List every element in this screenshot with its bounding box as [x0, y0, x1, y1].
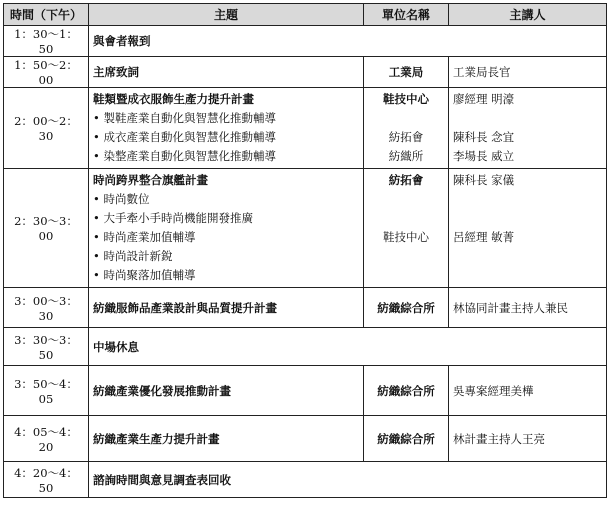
unit-name: 紡拓會	[388, 173, 424, 187]
bullet-item: • 時尚聚落加值輔導	[93, 266, 359, 285]
header-speaker: 主講人	[449, 4, 607, 26]
unit-cell: 紡織綜合所	[364, 288, 449, 328]
bullet-item: • 時尚設計新銳	[93, 247, 359, 266]
topic-cell: 紡織服飾品產業設計與品質提升計畫	[89, 288, 364, 328]
speaker-name: 陳科長 念宜	[453, 130, 515, 144]
time-cell: 2：00～2：30	[4, 88, 89, 169]
header-time: 時間（下午）	[4, 4, 89, 26]
bullet-item: • 成衣產業自動化與智慧化推動輔導	[93, 128, 359, 147]
unit-name: 鞋技中心	[383, 92, 429, 106]
time-cell: 3：00～3：30	[4, 288, 89, 328]
speaker-cell: 工業局長官	[449, 57, 607, 88]
time-cell: 2：30～3：00	[4, 169, 89, 288]
speaker-cell	[449, 88, 607, 169]
time-cell: 3：50～4：05	[4, 366, 89, 416]
agenda-row-registration	[4, 26, 607, 57]
speaker-cell: 林計畫主持人王亮	[449, 416, 607, 462]
topic-cell: 紡織產業優化發展推動計畫	[89, 366, 364, 416]
unit-name: 鞋技中心	[383, 230, 429, 244]
topic-cell: 主席致詞	[89, 57, 364, 88]
agenda-row-textile-optimization	[4, 366, 607, 416]
session-title: 鞋類暨成衣服飾生產力提升計畫	[93, 92, 254, 106]
time-cell: 4：20～4：50	[4, 462, 89, 498]
unit-cell: 紡織綜合所	[364, 416, 449, 462]
bullet-item: • 大手牽小手時尚機能開發推廣	[93, 209, 359, 228]
time-cell: 1：50～2：00	[4, 57, 89, 88]
agenda-row-textile-design	[4, 288, 607, 328]
agenda-row-footwear	[4, 88, 607, 169]
unit-name: 紡織所	[388, 149, 424, 163]
agenda-row-opening	[4, 57, 607, 88]
session-title: 時尚跨界整合旗艦計畫	[93, 173, 208, 187]
speaker-name: 李場長 威立	[453, 149, 515, 163]
agenda-row-consultation	[4, 462, 607, 498]
topic-cell: 紡織產業生產力提升計畫	[89, 416, 364, 462]
agenda-row-break	[4, 328, 607, 366]
topic-cell	[89, 169, 364, 288]
speaker-cell	[449, 169, 607, 288]
unit-cell	[364, 169, 449, 288]
bullet-item: • 時尚產業加值輔導	[93, 228, 359, 247]
agenda-table	[3, 3, 607, 498]
time-cell: 4：05～4：20	[4, 416, 89, 462]
unit-cell: 紡織綜合所	[364, 366, 449, 416]
time-cell: 1：30～1：50	[4, 26, 89, 57]
header-row	[4, 4, 607, 26]
topic-cell: 諮詢時間與意見調查表回收	[89, 462, 607, 498]
agenda-row-fashion	[4, 169, 607, 288]
bullet-item: • 染整產業自動化與智慧化推動輔導	[93, 147, 359, 166]
agenda-row-textile-productivity	[4, 416, 607, 462]
time-cell: 3：30～3：50	[4, 328, 89, 366]
header-unit: 單位名稱	[364, 4, 449, 26]
speaker-name: 呂經理 敏菁	[453, 230, 515, 244]
bullet-item: • 製鞋產業自動化與智慧化推動輔導	[93, 109, 359, 128]
speaker-cell: 吳專案經理美樺	[449, 366, 607, 416]
unit-cell: 工業局	[364, 57, 449, 88]
topic-cell: 與會者報到	[89, 26, 607, 57]
header-topic: 主題	[89, 4, 364, 26]
speaker-cell: 林協同計畫主持人兼民	[449, 288, 607, 328]
topic-cell	[89, 88, 364, 169]
topic-cell: 中場休息	[89, 328, 607, 366]
unit-cell	[364, 88, 449, 169]
speaker-name: 陳科長 家儀	[453, 173, 515, 187]
bullet-item: • 時尚數位	[93, 190, 359, 209]
speaker-name: 廖經理 明濠	[453, 92, 515, 106]
unit-name: 紡拓會	[388, 130, 424, 144]
